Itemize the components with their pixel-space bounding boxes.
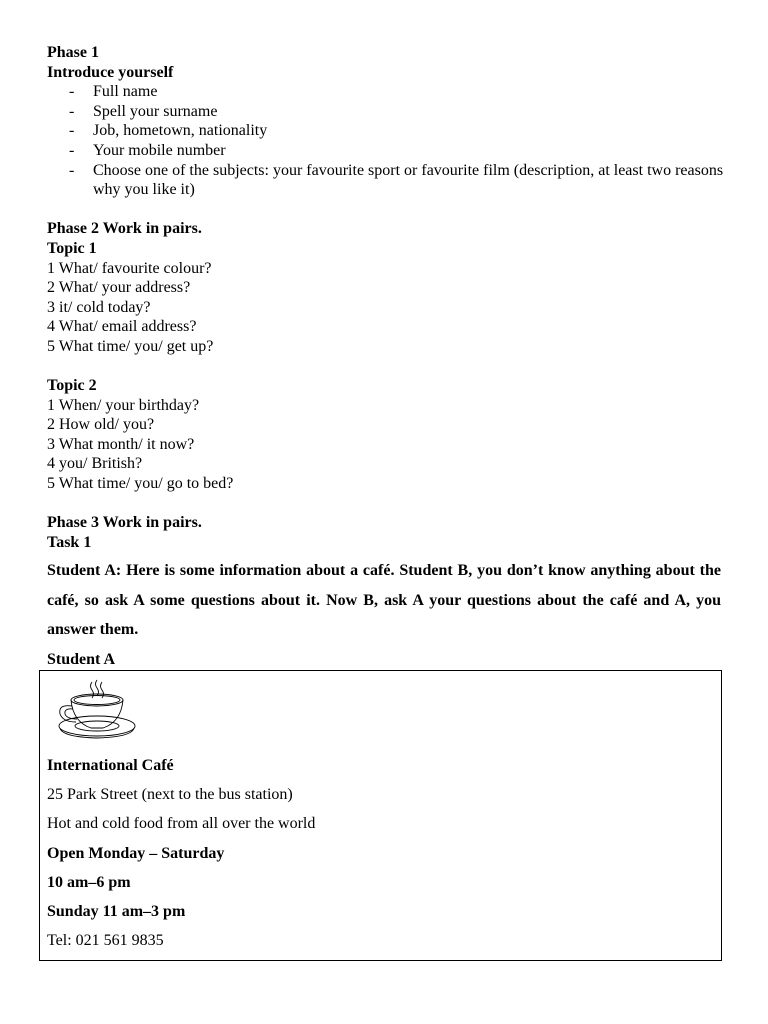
topic2-title: Topic 2 [47, 377, 97, 395]
topic2-question: 4 you/ British? [47, 455, 143, 473]
topic2-question: 2 How old/ you? [47, 416, 155, 434]
student-label: Student A [47, 650, 116, 668]
topic2-question: 1 When/ your birthday? [47, 396, 200, 414]
topic1-title: Topic 1 [47, 239, 97, 257]
phase1-bullet-list [47, 82, 727, 200]
dash-icon: - [69, 83, 75, 101]
cafe-address: 25 Park Street (next to the bus station) [47, 786, 293, 804]
dash-icon: - [69, 141, 75, 159]
phase3-title: Phase 3 Work in pairs. [47, 514, 202, 532]
cafe-open-days: Open Monday – Saturday [47, 844, 225, 862]
cafe-sunday-hours: Sunday 11 am–3 pm [47, 902, 186, 920]
list-item: - Full name [69, 83, 158, 101]
phase2-title: Phase 2 Work in pairs. [47, 220, 202, 238]
topic1-question: 4 What/ email address? [47, 318, 197, 336]
topic2-question: 5 What time/ you/ go to bed? [47, 475, 234, 493]
dash-icon: - [69, 161, 75, 179]
list-item: - Your mobile number [69, 141, 226, 159]
phase1-title: Phase 1 [47, 44, 99, 61]
cafe-food: Hot and cold food from all over the world [47, 815, 316, 833]
list-item: - Spell your surname [69, 102, 218, 120]
worksheet [47, 43, 727, 674]
cafe-hours: 10 am–6 pm [47, 873, 131, 891]
topic1-question: 3 it/ cold today? [47, 298, 151, 316]
cafe-name: International Café [47, 757, 174, 774]
phase1-subtitle: Introduce yourself [47, 63, 174, 81]
list-item: - Job, hometown, nationality [69, 122, 268, 140]
task-title: Task 1 [47, 533, 92, 551]
coffee-cup-icon [52, 676, 138, 742]
topic1-question: 1 What/ favourite colour? [47, 259, 212, 277]
topic1-question: 2 What/ your address? [47, 279, 191, 297]
cafe-telephone: Tel: 021 561 9835 [47, 932, 164, 950]
task-instructions: Student A: Here is some information about a café. Student B, you don’t know anything about the café, so ask A some questions about it. Now B, ask A your questions about the café and A, you answer them. [47, 562, 721, 639]
dash-icon: - [69, 122, 75, 140]
topic1-question: 5 What time/ you/ get up? [47, 337, 214, 355]
list-item: - Choose one of the subjects: your favourite sport or favourite film (description, at least two reasons why you like it) [69, 161, 724, 199]
cafe-info-box [39, 670, 722, 961]
dash-icon: - [69, 102, 75, 120]
topic2-question: 3 What month/ it now? [47, 435, 195, 453]
